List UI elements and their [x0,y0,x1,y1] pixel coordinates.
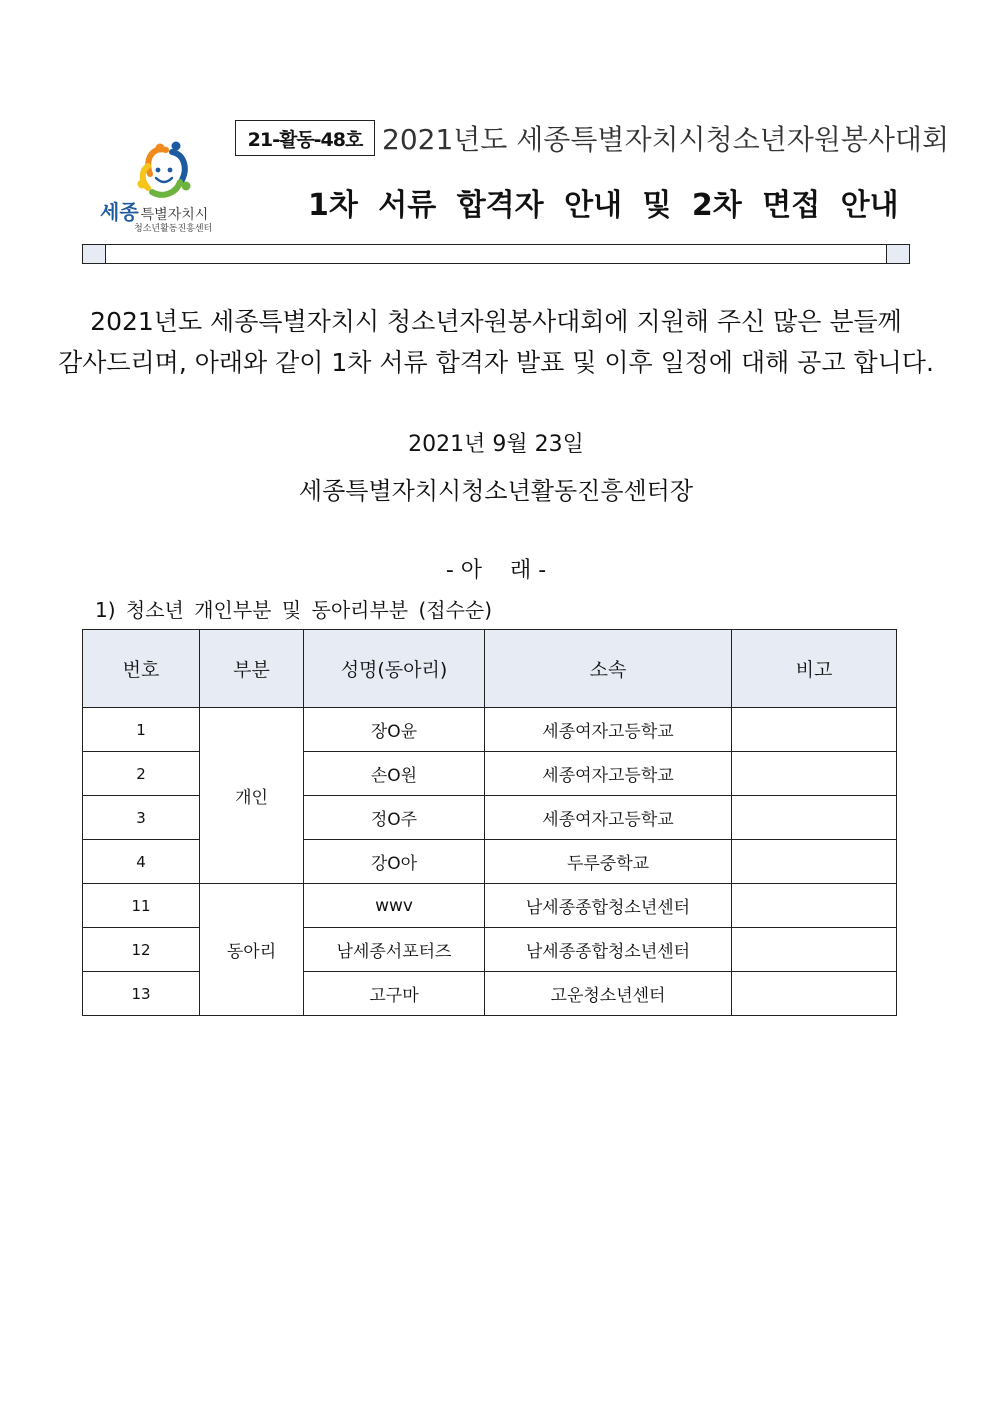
row-name: 손O원 [304,752,485,796]
row-note [732,708,897,752]
row-note [732,752,897,796]
header-category: 부분 [200,630,304,708]
row-name: 강O아 [304,840,485,884]
row-note [732,928,897,972]
section-title: 1) 청소년 개인부분 및 동아리부분 (접수순) [95,598,493,622]
table-row [83,884,897,928]
divider-cap-right [886,245,909,263]
category-club: 동아리 [200,884,304,1016]
header-title-line1: 2021년도 세종특별자치시청소년자원봉사대회 [382,123,950,156]
header-affiliation: 소속 [485,630,732,708]
below-label: - 아 래 - [445,558,547,583]
row-affiliation: 세종여자고등학교 [485,752,732,796]
intro-line-1: 2021년도 세종특별자치시 청소년자원봉사대회에 지원해 주신 많은 분들께 [90,307,902,336]
row-number: 1 [83,708,200,752]
row-name: 남세종서포터즈 [304,928,485,972]
logo-name-sub: 특별자치시 [140,207,209,223]
results-table [82,629,897,1016]
logo-name-main: 세종 [100,200,139,224]
doc-number-box [235,120,375,156]
row-affiliation: 두루중학교 [485,840,732,884]
row-note [732,796,897,840]
header-divider [82,244,910,264]
header-title-line2: 1차 서류 합격자 안내 및 2차 면접 안내 [308,188,899,223]
row-number: 11 [83,884,200,928]
header-name: 성명(동아리) [304,630,485,708]
header-number: 번호 [83,630,200,708]
row-note [732,884,897,928]
intro-line-2: 감사드리며, 아래와 같이 1차 서류 합격자 발표 및 이후 일정에 대해 공고 합니다. [58,348,934,377]
divider-cap-left [83,245,106,263]
row-name: wwv [304,884,485,928]
announcement-date: 2021년 9월 23일 [408,432,584,457]
logo-center-name: 청소년활동진흥센터 [134,224,213,234]
row-name: 정O주 [304,796,485,840]
row-affiliation: 고운청소년센터 [485,972,732,1016]
doc-number: 21-활동-48호 [247,128,363,151]
row-number: 2 [83,752,200,796]
issuer-name: 세종특별자치시청소년활동진흥센터장 [298,477,694,505]
table-row [83,708,897,752]
row-affiliation: 세종여자고등학교 [485,796,732,840]
row-number: 3 [83,796,200,840]
row-number: 13 [83,972,200,1016]
row-number: 12 [83,928,200,972]
table-header-row [83,630,897,708]
header-note: 비고 [732,630,897,708]
row-number: 4 [83,840,200,884]
row-note [732,972,897,1016]
category-individual: 개인 [200,708,304,884]
row-name: 장O윤 [304,708,485,752]
row-affiliation: 세종여자고등학교 [485,708,732,752]
row-affiliation: 남세종종합청소년센터 [485,884,732,928]
row-name: 고구마 [304,972,485,1016]
row-affiliation: 남세종종합청소년센터 [485,928,732,972]
row-note [732,840,897,884]
